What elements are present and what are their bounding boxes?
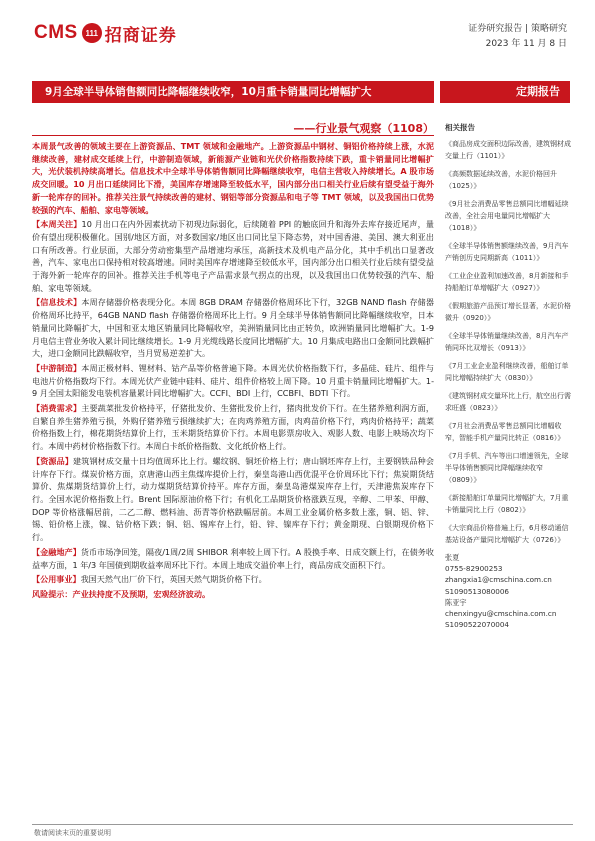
section-midstream	[32, 362, 434, 400]
risk-head: 风险提示：	[32, 588, 73, 599]
section-head: 【公用事业】	[32, 574, 81, 585]
section-text: 本周正极材料、锂材料、钴产品等价格普遍下降。本周光伏价格指数下行，多晶硅、硅片、组件与电池片价格指数均下行。本周光伏产业链中硅料、硅片、组件价格较上周下降。10 月重卡销量同比增幅扩大。1-9 月全国太阳能发电装机容量累计同比增幅扩大。CCFI、BDI 上行，CCBFI、BDTI 下行。	[32, 362, 434, 399]
related-reports-list	[445, 138, 573, 546]
report-title: 9月全球半导体销售额同比降幅继续收窄，10月重卡销量同比增幅扩大	[32, 81, 434, 103]
logo-text-cn: 招商证券	[104, 25, 177, 46]
report-type-badge: 定期报告	[440, 81, 570, 103]
related-report-link[interactable]: 《商品房成交面积边际改善，建筑钢材成交量上行（1101）》	[445, 140, 571, 160]
main-body	[32, 140, 434, 601]
analyst-phone: 0755-82900253	[445, 564, 503, 574]
section-head: 【金融地产】	[32, 546, 81, 557]
analyst-email[interactable]: zhangxia1@cmschina.com.cn	[445, 575, 552, 585]
related-report-link[interactable]: 《工业企业盈利加速改善，8月新接和手持船舶订单增幅扩大（0927）》	[445, 272, 569, 292]
logo-text-en: CMS	[34, 22, 78, 43]
divider	[32, 135, 434, 136]
footer-divider	[32, 824, 573, 825]
section-head: 【消费需求】	[32, 403, 82, 414]
related-report-link[interactable]: 《高频数据延续改善，水泥价格回升（1025）》	[445, 170, 557, 190]
report-category: 证券研究报告 | 策略研究	[468, 24, 567, 34]
section-text: 我国天然气出厂价下行，英国天然气期货价格下行。	[80, 574, 267, 585]
analyst-info	[445, 552, 573, 630]
logo	[34, 22, 177, 44]
logo-badge-icon: 111	[82, 23, 102, 43]
related-report-link[interactable]: 《建筑钢材成交量环比上行，航空出行需求旺盛（0823）》	[445, 392, 571, 412]
related-report-link[interactable]: 《7月手机、汽车等出口增速领先，全球半导体销售额同比降幅继续收窄（0809）》	[445, 452, 569, 484]
related-report-link[interactable]: 《全球半导体销售额继续改善，9月汽车产销创历史同期新高（1011）》	[445, 242, 569, 262]
section-utilities	[32, 573, 434, 586]
summary-paragraph: 本周景气改善的领域主要在上游资源品、TMT 领域和金融地产。上游资源品中钢材、铜铝价格持续上涨，水泥继续改善，建材成交延续上行，中游制造领域，新能源产业链和光伏价格指数持续下跌，重卡销量同比增幅扩大，光伏装机持续高增长。信息技术中全球半导体销售额同比降幅继续收窄，电信主营收入持续增长。A 股市场成交回暖。10 月出口延续同比下滑，美国库存增速降至较低水平，国内部分出口相关行业后续有望受益于海外新一轮库存的回补。推荐关注景气持续改善的建材、钢铝等部分资源品和电子等 TMT 领域，以及我国出口优势较强的汽车、船舶、家电等领域。	[32, 141, 434, 215]
section-head: 【中游制造】	[32, 362, 82, 373]
sidebar	[445, 122, 573, 630]
risk-text: 产业扶持度不及预期，宏观经济波动。	[72, 588, 211, 599]
report-subtitle: ——行业景气观察（1108）	[293, 122, 434, 135]
analyst-email[interactable]: chenxingyu@cmschina.com.cn	[445, 609, 557, 619]
section-text: 10 月出口在内外因素扰动下初现边际弱化，后续随着 PPI 的触底回升和海外去库存接近尾声，量价有望出现积极催化。国别/地区方面，对多数国家/地区出口同比呈下降态势，对中国香港、美国、澳大利亚出口有所改善。行业层面，大部分劳动密集型产品增速均承压，高新技术及机电产品分化，其中手机出口显著改善，汽车、家电出口保持相对较高增速。同时美国库存增速降至较低水平，国内部分出口相关行业后续有望受益于海外新一轮库存的回补。推荐关注手机等电子产品需求景气拐点的出现，以及我国出口优势较强的汽车、船舶、家电等领域。	[32, 219, 434, 293]
header-meta	[468, 22, 567, 52]
related-report-link[interactable]: 《9月社会消费品零售总额同比增幅延续改善，全社会用电量同比增幅扩大（1018）》	[445, 200, 569, 232]
analyst-name: 陈亚宇	[445, 597, 467, 607]
related-report-link[interactable]: 《7月工业企业盈利继续改善，船舶订单同比增幅持续扩大（0830）》	[445, 362, 569, 382]
section-text: 主要蔬菜批发价格持平，仔猪批发价、生猪批发价上行，猪肉批发价下行。在生猪养殖利润方面，自繁自养生猪养殖亏损，外购仔猪养殖亏损继续扩大；在肉鸡养殖方面，肉鸡苗价格下行，鸡肉价格持平；蔬菜价格指数上行，棉花期货结算价上行，玉米期货结算价下行。本周电影票房收入、观影人数、电影上映场次均下行。本周中药材价格指数下行。本周白卡纸价格指数、文化纸价格上行。	[32, 403, 434, 452]
related-report-link[interactable]: 《7月社会消费品零售总额同比增幅收窄，智能手机产量同比转正（0816）》	[445, 422, 565, 442]
related-report-link[interactable]: 《全球半导体销量继续改善，8月汽车产销同环比双增长（0913）》	[445, 332, 569, 352]
risk-warning	[32, 588, 434, 601]
section-text: 建筑钢材成交量十日均值周环比上行。螺纹钢、铜坯价格上行；唐山钢坯库存上行，主要钢铁品种会计库存下行。煤炭价格方面，京唐港山西主焦煤库提价上行，秦皇岛港山西优混平仓价周环比下行；焦炭期货结算价、焦煤期货结算价上行，动力煤期货结算价持平。库存方面，秦皇岛港煤炭库存上行，天津港焦炭库存下行。全国水泥价格指数上行。Brent 国际原油价格下行；有机化工品期货价格涨跌互现，辛醇、二甲苯、甲醇、DOP 等价格涨幅居前，二乙二醇、燃料油、沥青等价格跌幅居前。本周工业金属价格多数上涨，铜、铝、锌、锡、铅价格上涨，镍、钴价格下跌；铜、铝、锡库存上行，铅、锌、镍库存下行；黄金期现、白银期现价格下行。	[32, 455, 434, 543]
section-text: 本周存储器价格表现分化。本周 8GB DRAM 存储器价格周环比下行，32GB NAND flash 存储器价格周环比持平，64GB NAND flash 存储器价格周环比上行。9 月全球半导体销售额同比降幅继续收窄，日本销量同比降幅扩大，中国和亚太地区销量同比降幅收窄，美洲销量同比由正转负，欧洲销量同比增幅扩大。1-9 月电信主营业务收入累计同比继续增长。1-9 月光缆线路长度同比增幅扩大。10 月集成电路出口金额同比跌幅扩大，进口金额同比跌幅收窄，当月贸易逆差扩大。	[32, 297, 434, 359]
section-text: 货币市场净回笼，隔夜/1周/2周 SHIBOR 利率较上周下行。A 股换手率、日成交额上行，在债务收益率方面，1 年/3 年国债到期收益率周环比下行。本周上地成交溢价率上行，商品房成交面积下行。	[32, 546, 434, 570]
section-head: 【资源品】	[32, 455, 74, 466]
section-resources	[32, 455, 434, 544]
section-consumer	[32, 402, 434, 453]
section-focus	[32, 218, 434, 294]
related-report-link[interactable]: 《大宗商品价格普遍上行，6月移动通信基站设备产量同比增幅扩大（0726）》	[445, 524, 569, 544]
report-date: 2023 年 11 月 8 日	[485, 39, 567, 49]
related-report-link[interactable]: 《新接船舶订单量同比增幅扩大，7月重卡销量同比上行（0802）》	[445, 494, 569, 514]
section-it	[32, 296, 434, 360]
section-head: 【本周关注】	[32, 219, 82, 230]
analyst-license: S1090522070004	[445, 620, 510, 630]
related-report-link[interactable]: 《假期旅游产品预订增长显著，水泥价格微升（0920）》	[445, 302, 571, 322]
analyst-license: S1090513080006	[445, 586, 510, 596]
related-reports-title: 相关报告	[445, 123, 475, 132]
footer-note: 敬请阅读末页的重要说明	[34, 829, 111, 837]
analyst-name: 张夏	[445, 553, 460, 562]
section-finance	[32, 546, 434, 571]
section-head: 【信息技术】	[32, 297, 82, 308]
